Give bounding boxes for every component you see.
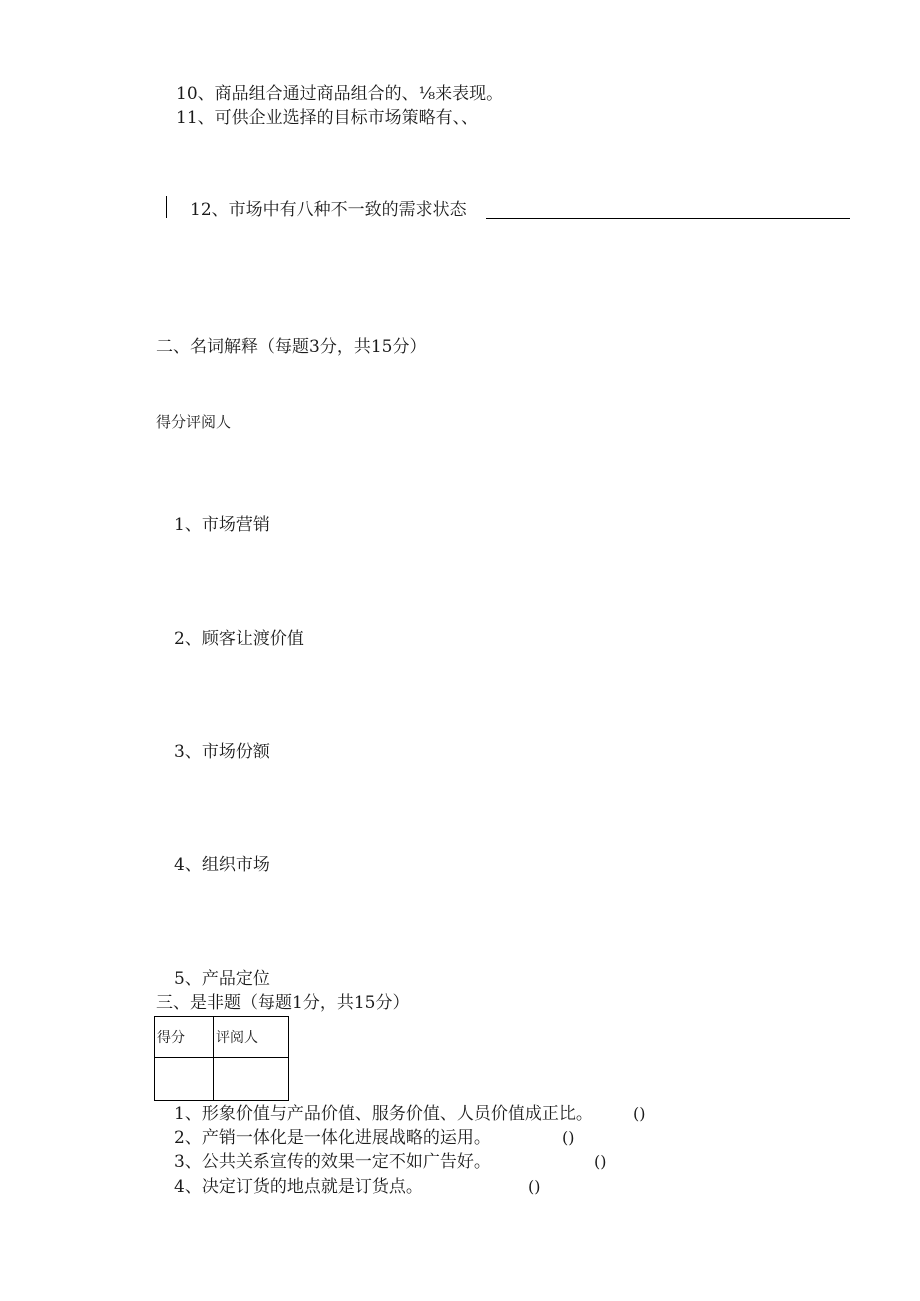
tf-answer-1[interactable]: () [633,1104,646,1123]
score-cell[interactable] [155,1058,214,1101]
question-11: 11、可供企业选择的目标市场策略有、、 [176,108,479,128]
term-item-2: 2、顾客让渡价值 [174,629,304,649]
answer-underline [486,218,850,219]
question-12: 12、市场中有八种不一致的需求状态 [190,200,467,220]
section-2-title: 二、名词解释（每题3分，共15分） [156,337,427,357]
tf-item-3: 3、公共关系宣传的效果一定不如广告好。 [174,1152,491,1172]
tf-answer-2[interactable]: () [562,1128,575,1147]
term-item-1: 1、市场营销 [174,515,270,535]
score-reviewer-label: 得分评阅人 [156,414,232,431]
reviewer-header: 评阅人 [214,1017,289,1058]
term-item-3: 3、市场份额 [174,742,270,762]
margin-bar [166,196,167,218]
question-10: 10、商品组合通过商品组合的、⅛来表现。 [176,84,504,104]
tf-item-1: 1、形象价值与产品价值、服务价值、人员价值成正比。 [174,1104,593,1124]
tf-item-2: 2、产销一体化是一体化进展战略的运用。 [174,1128,491,1148]
tf-item-4: 4、决定订货的地点就是订货点。 [174,1177,423,1197]
reviewer-cell[interactable] [214,1058,289,1101]
section-3-title: 三、是非题（每题1分，共15分） [156,993,410,1013]
tf-answer-4[interactable]: () [528,1177,541,1196]
term-item-4: 4、组织市场 [174,855,270,875]
score-table [154,1016,289,1101]
tf-answer-3[interactable]: () [594,1152,607,1171]
term-item-5: 5、产品定位 [174,969,270,989]
score-header: 得分 [155,1017,214,1058]
